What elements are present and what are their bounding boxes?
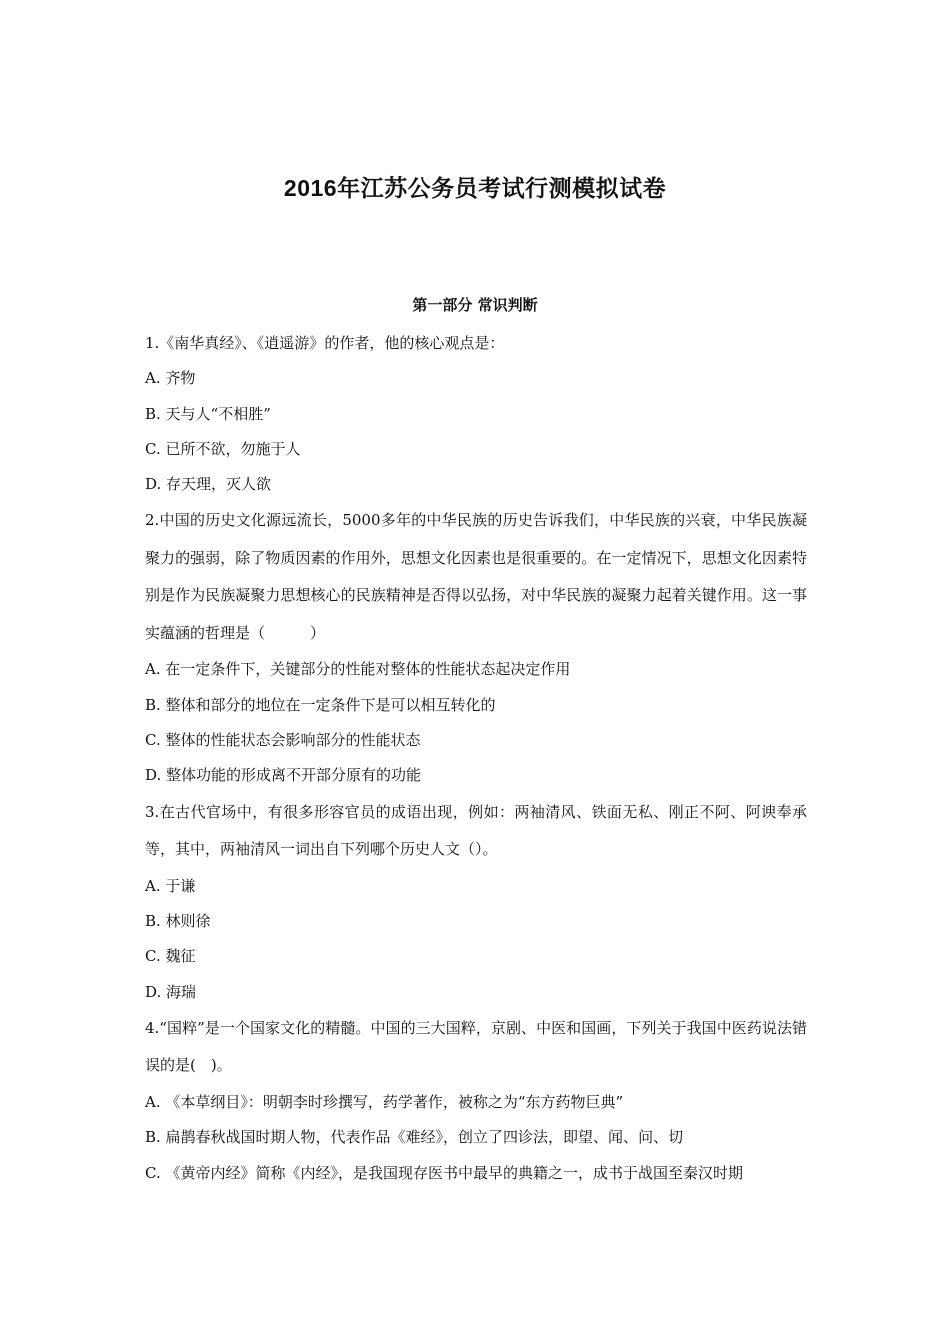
answer-option: A. 齐物 — [145, 369, 196, 388]
answer-option: C. 整体的性能状态会影响部分的性能状态 — [145, 731, 421, 750]
answer-option: C. 已所不欲，勿施于人 — [145, 439, 301, 458]
question-stem: 1.《南华真经》、《逍遥游》的作者，他的核心观点是： — [145, 334, 505, 352]
page-title: 2016年江苏公务员考试行测模拟试卷 — [283, 175, 667, 201]
answer-option: D. 存天理，灭人欲 — [145, 475, 272, 494]
question-stem: 3.在古代官场中，有很多形容官员的成语出现，例如：两袖清风、铁面无私、刚正不阿、阿谀奉承等，其中，两袖清风一词出自下列哪个历史人文（）。 — [145, 802, 807, 859]
question-list — [145, 326, 807, 1193]
answer-option: D. 海瑞 — [145, 982, 197, 1001]
answer-option: C. 《黄帝内经》简称《内经》，是我国现存医书中最早的典籍之一，成书于战国至秦汉时期 — [145, 1164, 743, 1183]
answer-option: B. 扁鹊春秋战国时期人物，代表作品《难经》，创立了四诊法，即望、闻、问、切 — [145, 1128, 684, 1147]
answer-option: A. 于谦 — [145, 876, 196, 895]
answer-option: B. 整体和部分的地位在一定条件下是可以相互转化的 — [145, 695, 496, 714]
answer-option: A. 在一定条件下，关键部分的性能对整体的性能状态起决定作用 — [145, 660, 571, 679]
question-stem: 4.“国粹”是一个国家文化的精髓。中国的三大国粹，京剧、中医和国画，下列关于我国中医药说法错误的是( )。 — [145, 1018, 807, 1075]
question-stem: 2.中国的历史文化源远流长，5000多年的中华民族的历史告诉我们，中华民族的兴衰，中华民族凝聚力的强弱，除了物质因素的作用外，思想文化因素也是很重要的。在一定情况下，思想文化因素特别是作为民族凝聚力思想核心的民族精神是否得以弘扬，对中华民族的凝聚力起着关键作用。这一事实蕴涵的哲理是（ ） — [145, 511, 807, 642]
answer-option: B. 林则徐 — [145, 911, 211, 930]
answer-option: C. 魏征 — [145, 947, 196, 966]
answer-option: B. 天与人“不相胜” — [145, 404, 271, 423]
answer-option: A. 《本草纲目》：明朝李时珍撰写，药学著作，被称之为“东方药物巨典” — [145, 1092, 624, 1111]
section-heading: 第一部分 常识判断 — [412, 296, 538, 314]
answer-option: D. 整体功能的形成离不开部分原有的功能 — [145, 766, 422, 785]
